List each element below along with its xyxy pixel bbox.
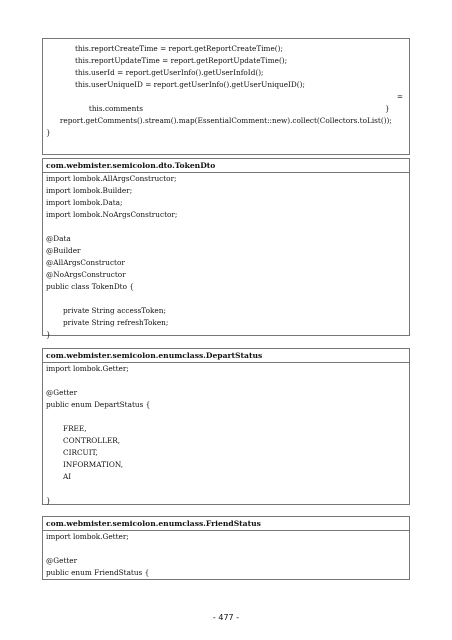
code-line: import lombok.Builder; <box>46 186 133 195</box>
code-line: this.userUniqueID = report.getUserInfo().getUserUniqueID(); <box>75 80 305 89</box>
code-block-header: com.webmister.semicolon.enumclass.DepartStatus <box>43 349 409 363</box>
code-block-header: com.webmister.semicolon.enumclass.FriendStatus <box>43 517 409 531</box>
code-line: import lombok.Data; <box>46 198 123 207</box>
code-line <box>43 293 409 305</box>
code-line: import lombok.Getter; <box>46 532 129 541</box>
code-line: CIRCUIT, <box>63 448 98 457</box>
code-line <box>43 543 409 555</box>
code-line: } <box>46 128 51 137</box>
code-line: this.reportUpdateTime = report.getReportUpdateTime(); <box>75 56 288 65</box>
code-block-report-continuation <box>42 38 410 155</box>
code-line: this.reportCreateTime = report.getReportCreateTime(); <box>75 44 283 53</box>
code-line: AI <box>63 472 72 481</box>
code-line <box>43 103 409 125</box>
code-line: @Builder <box>46 246 81 255</box>
code-line: @Getter <box>46 556 78 565</box>
code-text: this.comments <box>88 104 143 113</box>
code-line: private String accessToken; <box>63 306 166 315</box>
code-text: report.getComments().stream().map(EssentialComment::new).collect(Collectors.toList()); <box>59 116 392 125</box>
code-line <box>43 221 409 233</box>
code-line: @Getter <box>46 388 78 397</box>
code-line: CONTROLLER, <box>63 436 121 445</box>
code-line: public enum DepartStatus { <box>46 400 151 409</box>
code-line: public enum FriendStatus { <box>46 568 150 577</box>
code-line: @AllArgsConstructor <box>46 258 125 267</box>
code-line <box>43 483 409 495</box>
code-block-token-dto <box>42 158 410 339</box>
code-line: import lombok.Getter; <box>46 364 129 373</box>
code-line: FREE, <box>63 424 87 433</box>
equals-sign: = <box>396 92 403 101</box>
code-line: import lombok.AllArgsConstructor; <box>46 174 177 183</box>
code-line: @Data <box>46 234 71 243</box>
code-line: @NoArgsConstructor <box>46 270 126 279</box>
code-line: private String refreshToken; <box>63 318 169 327</box>
code-line: public class TokenDto { <box>46 282 134 291</box>
code-block-depart-status <box>42 348 410 505</box>
code-block-header: com.webmister.semicolon.dto.TokenDto <box>43 159 409 173</box>
code-block-friend-status <box>42 516 410 580</box>
code-line: } <box>46 330 51 339</box>
closing-brace: } <box>385 104 390 113</box>
code-line <box>43 375 409 387</box>
code-line: } <box>46 496 51 505</box>
code-line <box>43 411 409 423</box>
page-number: - 477 - <box>212 613 240 622</box>
code-line: import lombok.NoArgsConstructor; <box>46 210 178 219</box>
code-line <box>43 91 409 113</box>
code-line: INFORMATION, <box>63 460 124 469</box>
code-line: this.userId = report.getUserInfo().getUserInfoId(); <box>75 68 264 77</box>
